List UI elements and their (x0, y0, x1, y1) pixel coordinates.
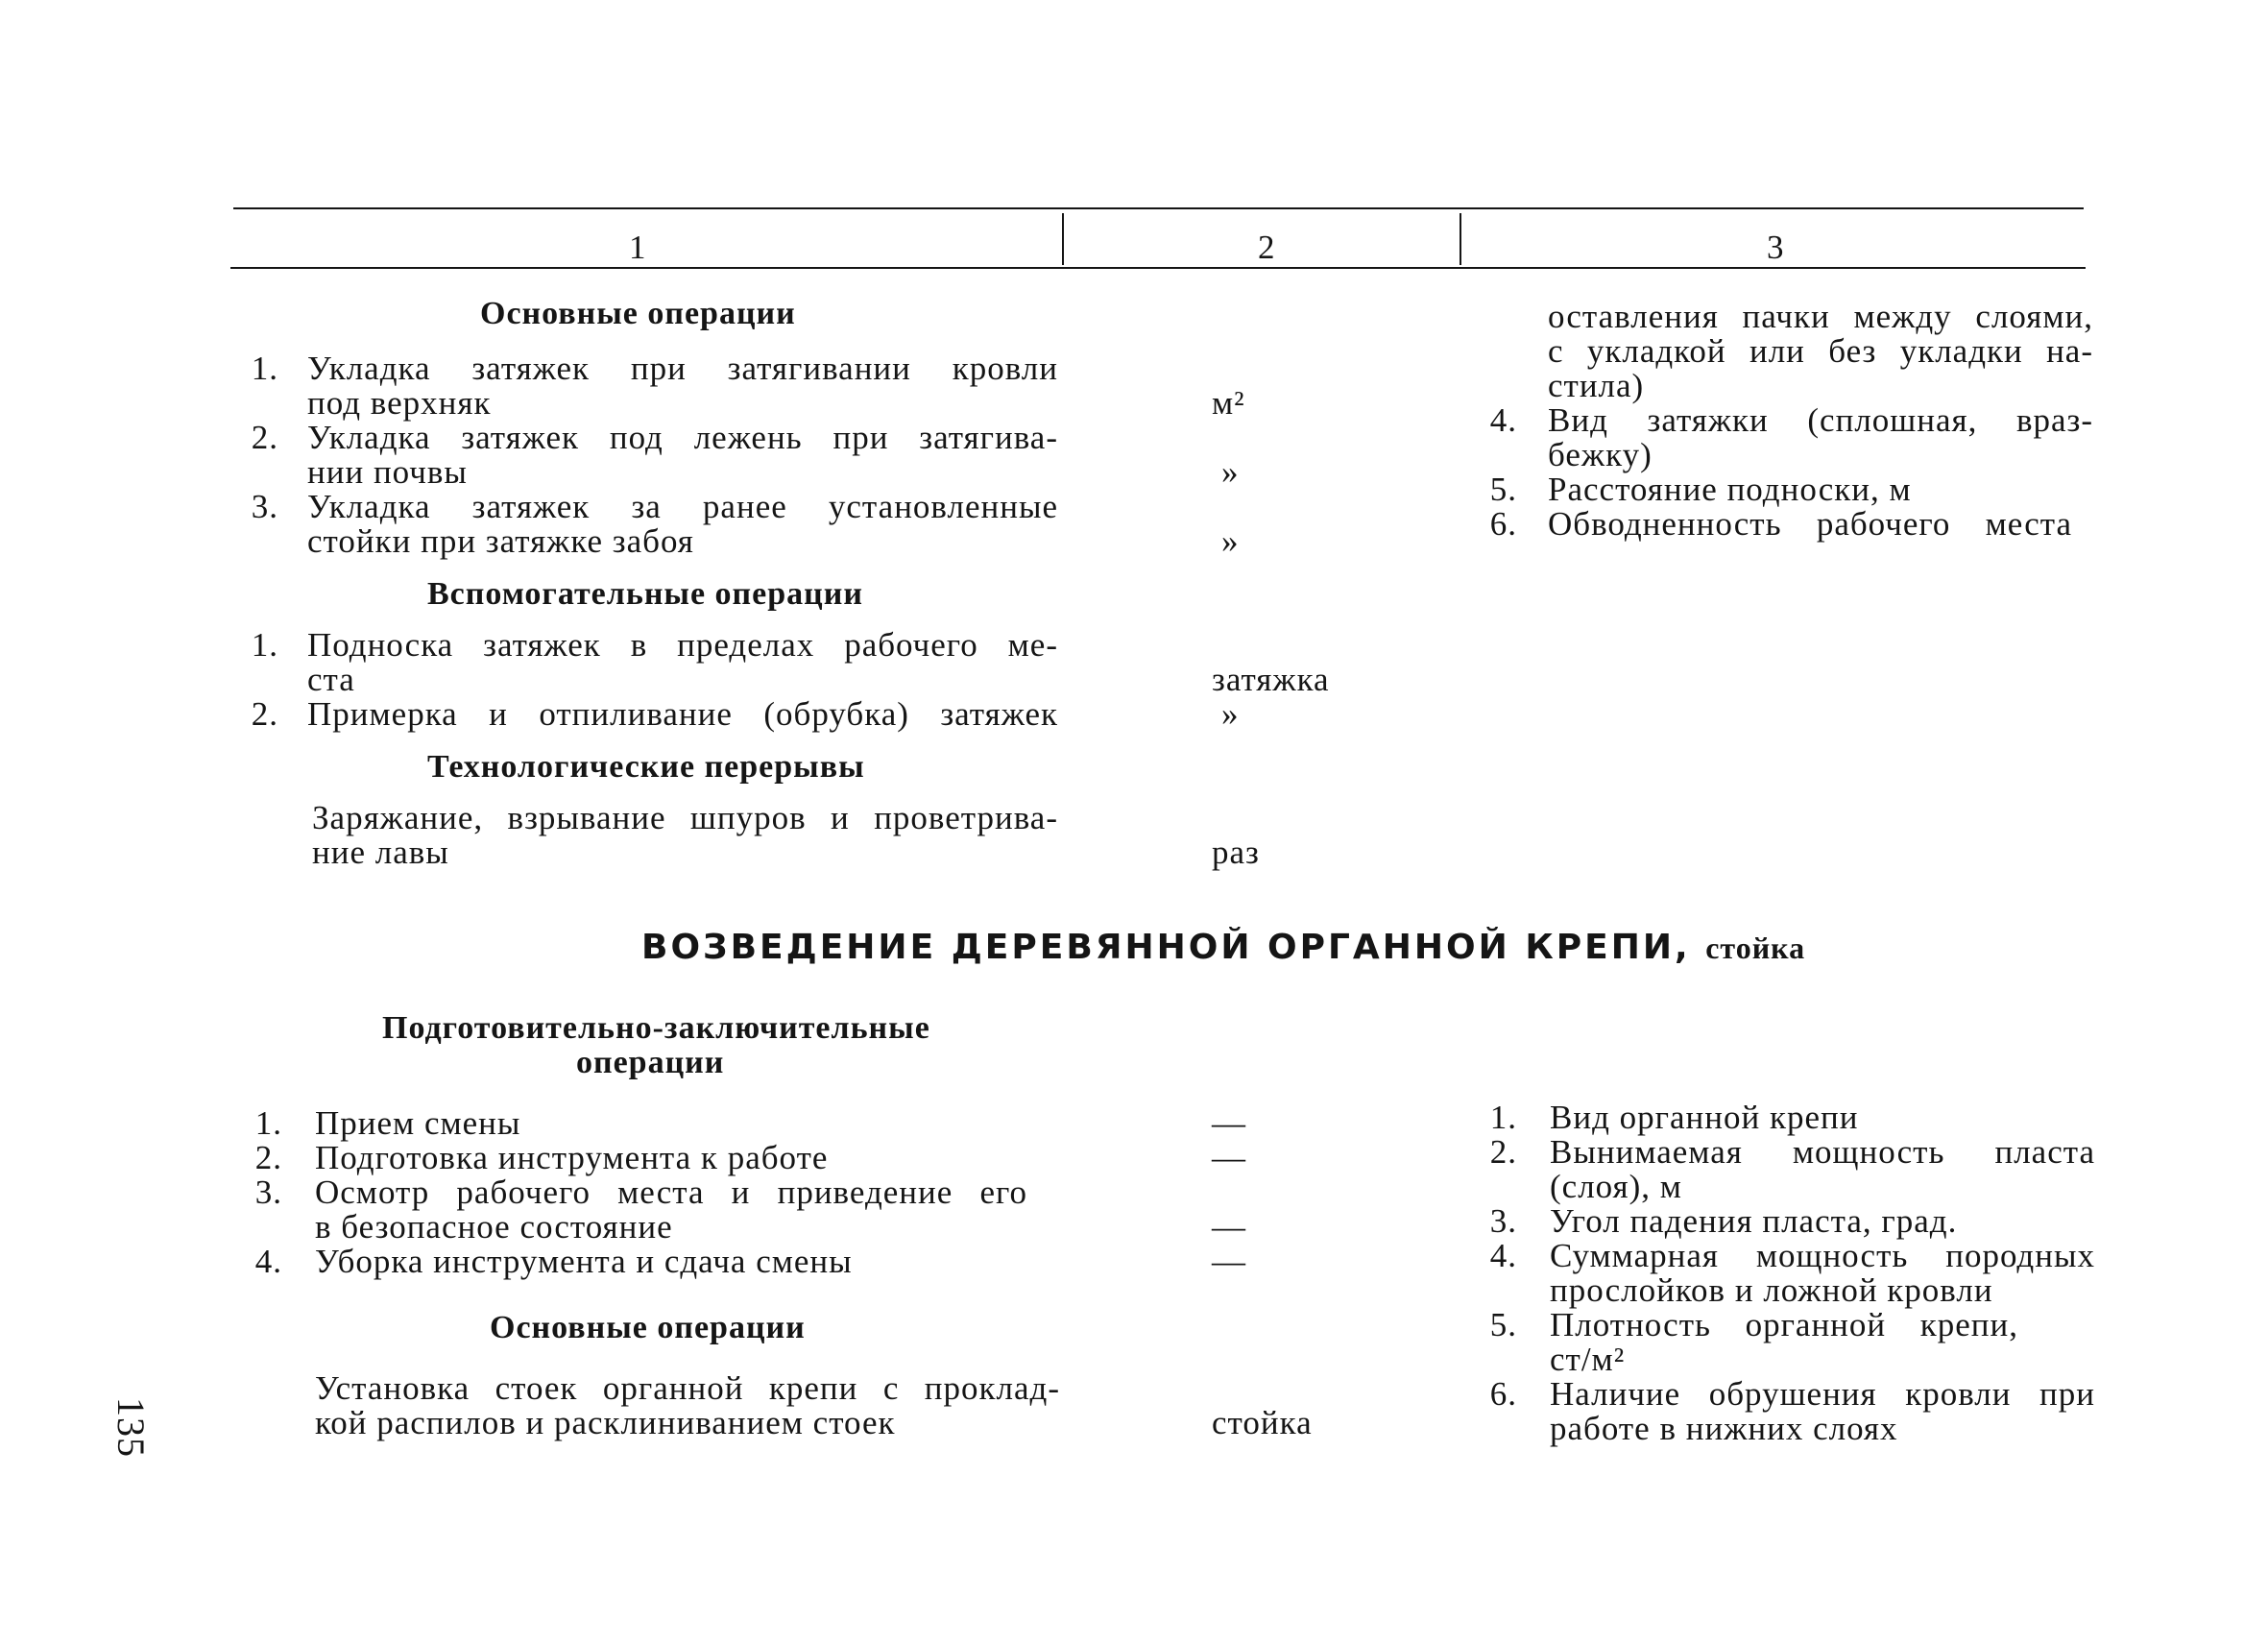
unit-cell: раз (1212, 834, 1260, 871)
table-top-rule (233, 207, 2084, 209)
unit-cell: м² (1212, 384, 1245, 422)
section-title (641, 928, 1805, 967)
section-title-unit: стойка (1705, 931, 1806, 965)
unit-cell: » (1221, 695, 1240, 733)
main-operations-heading: Основные операции (480, 296, 796, 331)
column-header-2: 2 (1258, 229, 1276, 266)
main-operations-heading-2: Основные операции (490, 1310, 806, 1345)
aux-operations-heading: Вспомогательные операции (427, 576, 863, 612)
tech-breaks-heading: Технологические перерывы (427, 749, 865, 785)
column-header-3: 3 (1767, 229, 1785, 266)
unit-cell: затяжка (1212, 661, 1330, 698)
section-title-text: ВОЗВЕДЕНИЕ ДЕРЕВЯННОЙ ОРГАННОЙ КРЕПИ, (641, 928, 1691, 967)
unit-cell: — (1212, 1243, 1246, 1280)
column-divider-1 (1062, 213, 1064, 265)
unit-cell: — (1212, 1208, 1246, 1246)
column-divider-2 (1460, 213, 1461, 265)
unit-cell: стойка (1212, 1404, 1313, 1441)
unit-cell: » (1221, 522, 1240, 560)
table-header-rule (230, 267, 2086, 269)
unit-cell: » (1221, 453, 1240, 491)
unit-cell: — (1212, 1139, 1246, 1176)
page-number: 135 (109, 1397, 153, 1458)
unit-cell: — (1212, 1104, 1246, 1142)
column-header-1: 1 (629, 229, 647, 266)
